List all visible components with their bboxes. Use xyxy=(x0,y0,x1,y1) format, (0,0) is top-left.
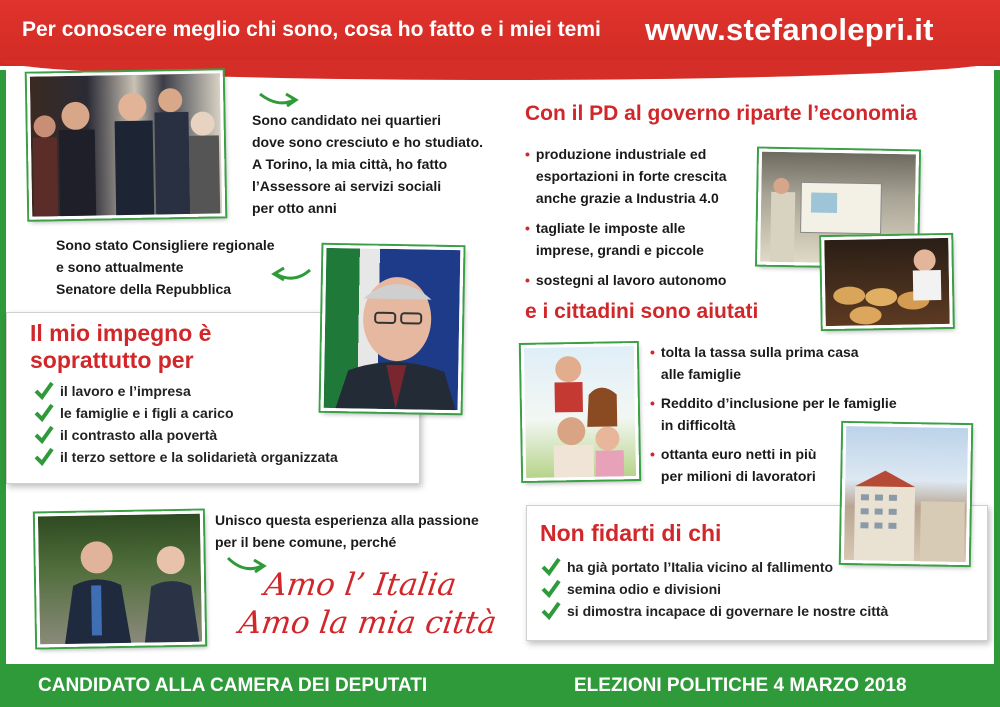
city-photo xyxy=(841,423,971,565)
right-border xyxy=(994,70,1000,670)
footer-candidacy: CANDIDATO ALLA CAMERA DEI DEPUTATI xyxy=(38,675,428,696)
family-photo xyxy=(521,343,639,481)
check-icon xyxy=(34,402,54,422)
list-item: le famiglie e i figli a carico xyxy=(34,402,338,424)
slogan: Amo l’ Italia Amo la mia città xyxy=(236,567,499,641)
event-people-illustration xyxy=(38,513,205,647)
check-icon xyxy=(34,446,54,466)
list-item: si dimostra incapace di governare le nostre città xyxy=(541,600,888,622)
list-item: ha già portato l’Italia vicino al fallimento xyxy=(541,556,888,578)
list-item: • ottanta euro netti in più per milioni di lavoratori xyxy=(650,446,817,484)
economy-list xyxy=(525,143,755,291)
impegno-list xyxy=(34,380,338,468)
list-item: semina odio e divisioni xyxy=(541,578,888,600)
event-photo xyxy=(35,511,205,648)
economy-title: Con il PD al governo riparte l’economia xyxy=(525,102,918,125)
check-icon xyxy=(541,600,561,620)
website-url[interactable]: www.stefanolepri.it xyxy=(645,12,934,47)
impegno-title: Il mio impegno è soprattutto per xyxy=(30,320,212,373)
family-illustration xyxy=(524,346,639,481)
portrait-illustration xyxy=(324,248,464,413)
check-icon xyxy=(541,578,561,598)
list-item: il lavoro e l’impresa xyxy=(34,380,338,402)
group-people-illustration xyxy=(30,73,225,219)
footer-election-date: ELEZIONI POLITICHE 4 MARZO 2018 xyxy=(574,675,907,696)
list-item: il contrasto alla povertà xyxy=(34,424,338,446)
portrait-photo xyxy=(321,245,464,413)
list-item: • produzione industriale ed esportazioni in forte crescita anche grazie a Industria 4.0 xyxy=(525,146,727,206)
check-icon xyxy=(34,380,54,400)
bio-text-1: Sono candidato nei quartieri dove sono cresciuto e ho studiato. A Torino, la mia città, ho fatto l’Assessore ai servizi sociali per otto anni xyxy=(252,112,484,216)
warning-title: Non fidarti di chi xyxy=(540,520,722,546)
list-item: • Reddito d’inclusione per le famiglie in difficoltà xyxy=(650,395,897,433)
group-photo xyxy=(27,70,226,219)
check-icon xyxy=(541,556,561,576)
arrow-back-icon xyxy=(270,262,314,286)
bio-text-2: Sono stato Consigliere regionale e sono attualmente Senatore della Repubblica xyxy=(56,237,275,297)
list-item: • tolta la tassa sulla prima casa alle famiglie xyxy=(650,344,859,382)
list-item: • tagliate le imposte alle imprese, grandi e piccole xyxy=(525,220,704,258)
city-illustration xyxy=(844,426,971,565)
header-text: Per conoscere meglio chi sono, cosa ho fatto e i miei temi xyxy=(22,18,601,41)
passion-text: Unisco questa esperienza alla passione per il bene comune, perché xyxy=(215,512,479,550)
check-icon xyxy=(34,424,54,444)
list-item: • sostegni al lavoro autonomo xyxy=(525,272,727,288)
arrow-icon xyxy=(224,552,268,576)
citizens-title: e i cittadini sono aiutati xyxy=(525,300,759,323)
list-item: il terzo settore e la solidarietà organizzata xyxy=(34,446,338,468)
bakery-photo xyxy=(821,235,953,329)
bakery-illustration xyxy=(824,238,953,329)
warning-list xyxy=(541,556,888,622)
